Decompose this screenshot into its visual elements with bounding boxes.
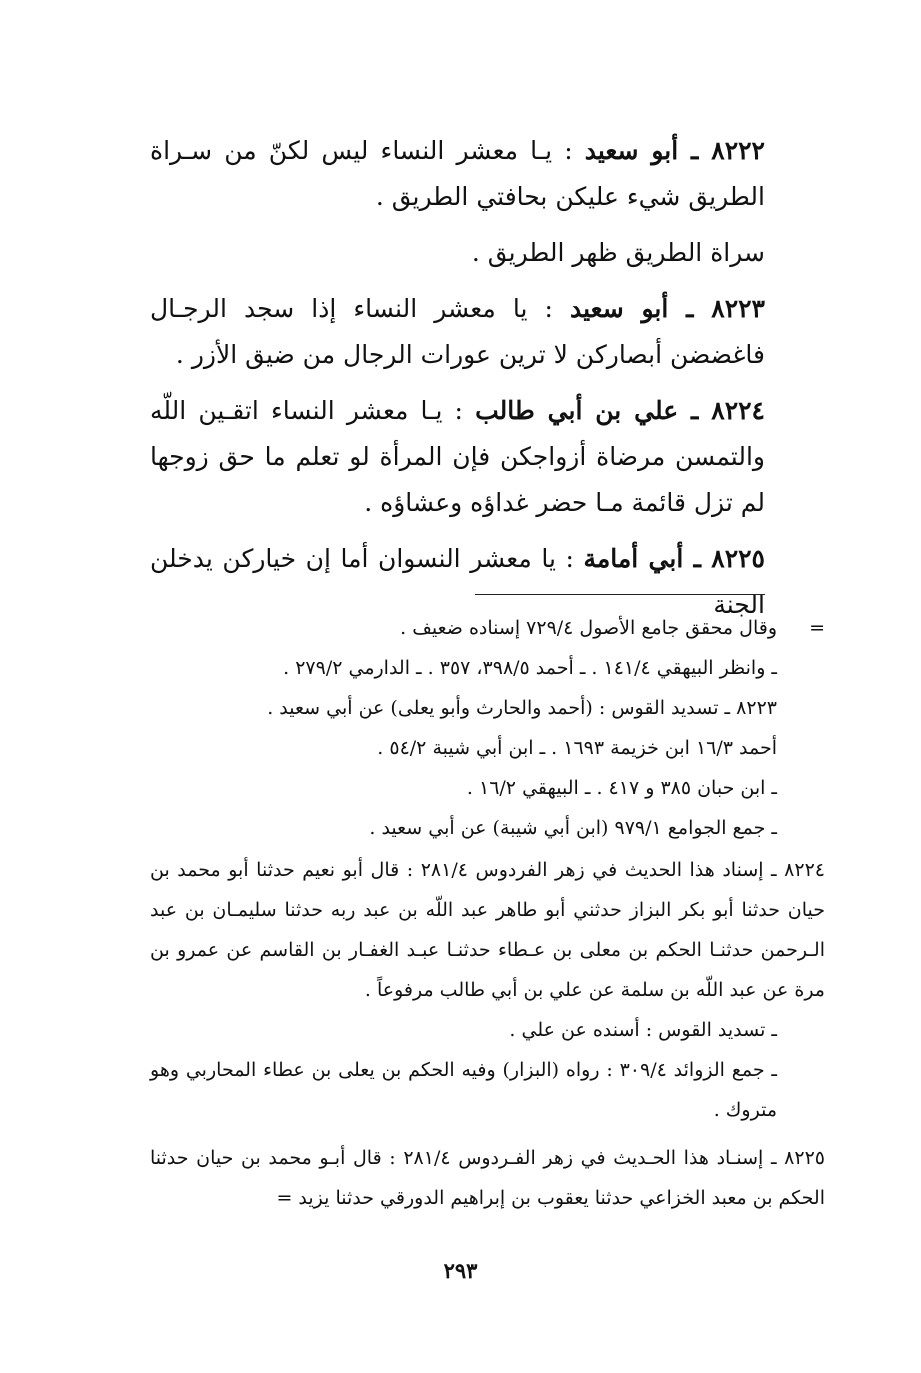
hadith-8222-gloss: سراة الطريق ظهر الطريق . [471, 238, 765, 267]
hadith-8223-text: : يا معشر النساء إذا سجد الرجـال فاغضضن أبصاركن لا ترين عورات الرجال من ضيق الأزر . [150, 294, 765, 369]
footnote-line-9: ـ جمع الزوائد ٣٠٩/٤ : رواه (البزار) وفيه الحكم بن يعلى بن عطاء المحاربي وهو متروك . [150, 1059, 778, 1121]
footnote-line-6: ـ جمع الجوامع ٩٧٩/١ (ابن أبي شيبة) عن أبي سعيد . [369, 817, 777, 839]
footnote-divider [475, 594, 765, 595]
hadith-8224-lead: ٨٢٢٤ ـ علي بن أبي طالب [475, 396, 765, 425]
hadith-8222 [150, 128, 765, 220]
hadith-8222-text: : يـا معشر النساء ليس لكنّ من سـراة الطريق شيء عليكن بحافتي الطريق . [150, 136, 765, 211]
hadith-8223-lead: ٨٢٢٣ ـ أبو سعيد [569, 294, 765, 323]
footnotes [150, 608, 825, 1218]
hadith-8225-text: : يا معشر النسوان أما إن خياركن يدخلن الجنة [150, 544, 765, 619]
footnote-line-5: ـ ابن حبان ٣٨٥ و ٤١٧ . ـ البيهقي ١٦/٢ . [466, 777, 777, 799]
hadith-8223 [150, 286, 765, 378]
footnote-line-10: ٨٢٢٥ ـ إسنـاد هذا الحـديث في زهر الفـردوس ٢٨١/٤ : قال أبـو محمد بن حيان حدثنا الحكم بن معبد الخزاعي حدثنا يعقوب بن إبراهيم الدورقي حدثنا يزيد = [150, 1147, 825, 1209]
hadith-8222-lead: ٨٢٢٢ ـ أبو سعيد [584, 136, 765, 165]
footnote-line-7: ٨٢٢٤ ـ إسناد هذا الحديث في زهر الفردوس ٢٨١/٤ : قال أبو نعيم حدثنا أبو محمد بن حيان حدثنا أبو بكر البزاز حدثني أبو طاهر عبد اللّه بن عبد ربه حدثنا سليمـان بن عبد الـرحمن حدثنـا الحكم بن معلى بن عـطاء حدثنـا عبـد الغفـار بن القاسم عن عمرو بن مرة عن عبد اللّه بن سلمة عن علي بن أبي طالب مرفوعاً . [150, 859, 825, 1001]
footnote-line-3: ٨٢٢٣ ـ تسديد القوس : (أحمد والحارث وأبو يعلى) عن أبي سعيد . [267, 697, 777, 719]
footnote-line-4: أحمد ١٦/٣ ابن خزيمة ١٦٩٣ . ـ ابن أبي شيبة ٥٤/٢ . [377, 737, 777, 759]
hadith-8225-lead: ٨٢٢٥ ـ أبي أمامة [583, 544, 765, 573]
footnote-text-1: وقال محقق جامع الأصول ٧٢٩/٤ إسناده ضعيف . [400, 617, 777, 639]
footnote-line-1 [150, 608, 825, 648]
footnote-line-8: ـ تسديد القوس : أسنده عن علي . [509, 1019, 777, 1041]
main-text [150, 128, 765, 638]
page-number: ٢٩٣ [443, 1258, 478, 1283]
hadith-8224-text: : يـا معشر النساء اتقـين اللّه والتمسن مرضاة أزواجكن فإن المرأة لو تعلم ما حق زوجها لم تزل قائمة مـا حضر غداؤه وعشاؤه . [150, 396, 765, 517]
hadith-8224 [150, 388, 765, 526]
footnote-line-2: ـ وانظر البيهقي ١٤١/٤ . ـ أحمد ٣٩٨/٥، ٣٥٧ . ـ الدارمي ٢٧٩/٢ . [283, 657, 777, 679]
continuation-mark: = [809, 617, 825, 639]
